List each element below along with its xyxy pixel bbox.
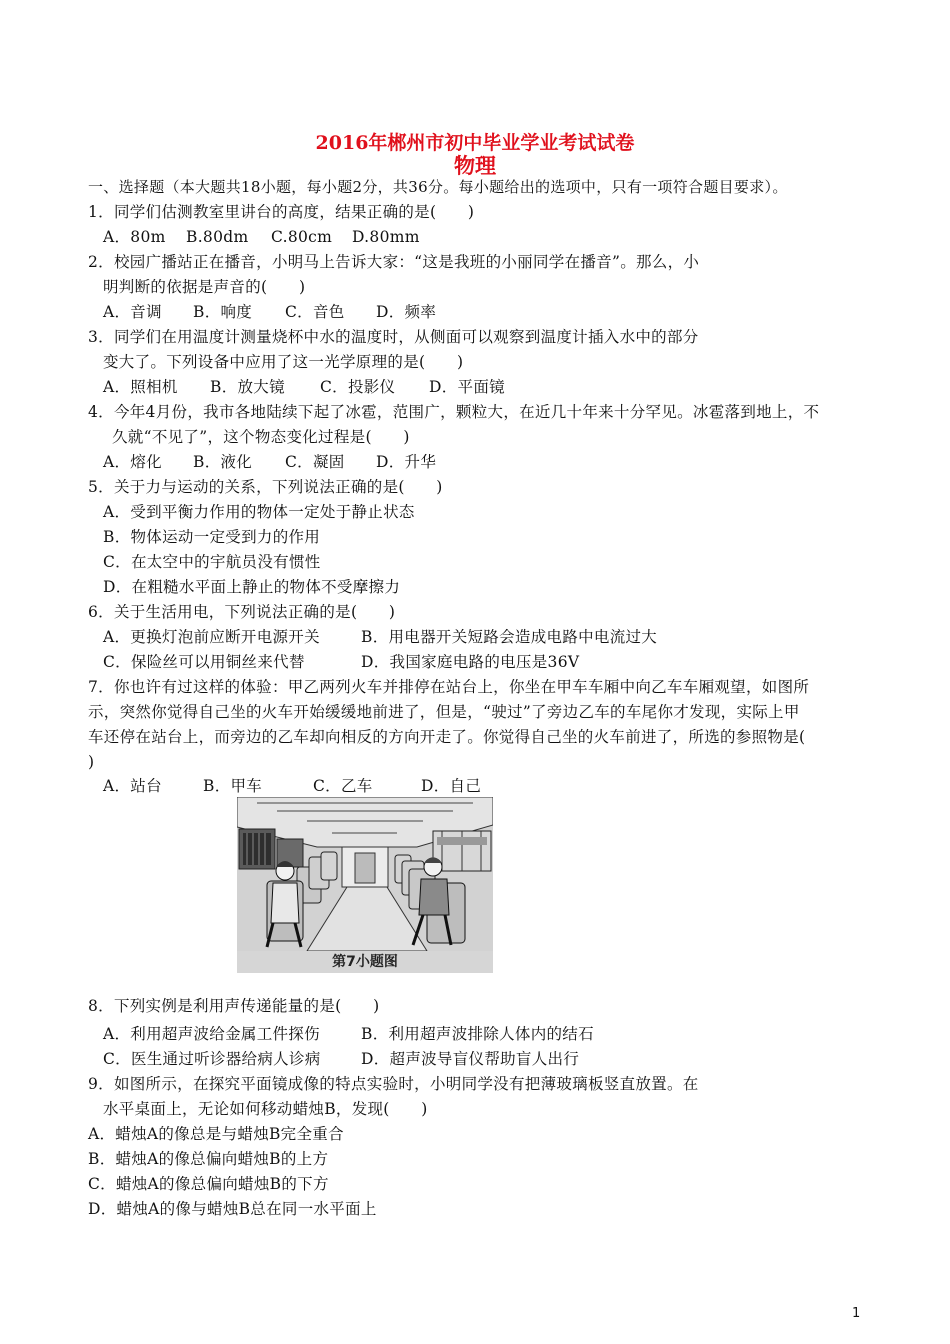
q1-option-b: B.80dm [186,228,249,246]
exam-subject: 物理 [454,153,496,178]
q2-option-b: B．响度 [193,303,253,321]
q9-option-c: C．蜡烛A的像总偏向蜡烛B的下方 [88,1175,329,1193]
q7-stem-line4: ) [88,753,95,771]
section-heading: 一、选择题（本大题共18小题，每小题2分，共36分。每小题给出的选项中，只有一项符合题目要求）。 [88,178,788,196]
q4-option-a: A．熔化 [103,453,162,471]
q8-stem: 8．下列实例是利用声传递能量的是( ) [88,997,380,1015]
q9-stem-line2: 水平桌面上，无论如何移动蜡烛B，发现( ) [103,1100,428,1118]
q8-option-c: C．医生通过听诊器给病人诊病 [103,1050,321,1068]
q5-stem: 5．关于力与运动的关系，下列说法正确的是( ) [88,478,443,496]
q3-option-c: C．投影仪 [320,378,396,396]
q8-option-d: D．超声波导盲仪帮助盲人出行 [361,1050,580,1068]
q9-stem-line1: 9．如图所示，在探究平面镜成像的特点实验时，小明同学没有把薄玻璃板竖直放置。在 [88,1075,699,1093]
q9-option-a: A．蜡烛A的像总是与蜡烛B完全重合 [88,1125,344,1143]
q7-option-a: A．站台 [103,777,162,795]
q5-option-a: A．受到平衡力作用的物体一定处于静止状态 [103,503,415,521]
q5-option-c: C．在太空中的宇航员没有惯性 [103,553,321,571]
q4-option-d: D．升华 [376,453,437,471]
q1-option-c: C.80cm [271,228,333,246]
q4-option-c: C．凝固 [285,453,345,471]
q4-option-b: B．液化 [193,453,253,471]
q2-option-c: C．音色 [285,303,345,321]
q6-option-b: B．用电器开关短路会造成电路中电流过大 [361,628,658,646]
q4-stem-line1: 4．今年4月份，我市各地陆续下起了冰雹，范围广，颗粒大，在近几十年来十分罕见。冰雹落到地上，不 [88,403,820,421]
q7-option-c: C．乙车 [313,777,373,795]
exam-title: 2016年郴州市初中毕业学业考试试卷 [315,132,635,154]
q7-stem-line2: 示，突然你觉得自己坐的火车开始缓缓地前进了，但是，“驶过”了旁边乙车的车尾你才发现，实际上甲 [88,703,800,721]
q2-stem-line1: 2．校园广播站正在播音，小明马上告诉大家：“这是我班的小丽同学在播音”。那么，小 [88,253,700,271]
q5-option-b: B．物体运动一定受到力的作用 [103,528,321,546]
q1-option-d: D.80mm [352,228,420,246]
q6-option-d: D．我国家庭电路的电压是36V [361,653,580,671]
q3-option-a: A．照相机 [103,378,178,396]
q2-option-a: A．音调 [103,303,162,321]
q2-stem-line2: 明判断的依据是声音的( ) [103,278,306,296]
q7-figure-caption: 第7小题图 [237,951,493,973]
q3-stem-line2: 变大了。下列设备中应用了这一光学原理的是( ) [103,353,464,371]
q7-stem-line3: 车还停在站台上，而旁边的乙车却向相反的方向开走了。你觉得自己坐的火车前进了，所选的参照物是( [88,728,806,746]
q1-option-a: A．80m [103,228,166,246]
q8-option-b: B．利用超声波排除人体内的结石 [361,1025,594,1043]
q7-figure-train-interior [237,797,493,973]
q3-option-d: D．平面镜 [429,378,505,396]
q6-option-a: A．更换灯泡前应断开电源开关 [103,628,320,646]
page-number: 1 [852,1306,861,1321]
q2-option-d: D．频率 [376,303,437,321]
q7-stem-line1: 7．你也许有过这样的体验：甲乙两列火车并排停在站台上，你坐在甲车车厢中向乙车车厢观望，如图所 [88,678,810,696]
q3-stem-line1: 3．同学们在用温度计测量烧杯中水的温度时，从侧面可以观察到温度计插入水中的部分 [88,328,699,346]
train-interior-illustration [237,797,493,951]
q7-option-d: D．自己 [421,777,482,795]
q7-option-b: B．甲车 [203,777,263,795]
q9-option-b: B．蜡烛A的像总偏向蜡烛B的上方 [88,1150,329,1168]
q5-option-d: D．在粗糙水平面上静止的物体不受摩擦力 [103,578,401,596]
q3-option-b: B．放大镜 [210,378,285,396]
q6-stem: 6．关于生活用电，下列说法正确的是( ) [88,603,396,621]
q9-option-d: D．蜡烛A的像与蜡烛B总在同一水平面上 [88,1200,377,1218]
q1-stem: 1．同学们估测教室里讲台的高度，结果正确的是( ) [88,203,475,221]
q8-option-a: A．利用超声波给金属工件探伤 [103,1025,320,1043]
q6-option-c: C．保险丝可以用铜丝来代替 [103,653,305,671]
q4-stem-line2: 久就“不见了”，这个物态变化过程是( ) [112,428,410,446]
